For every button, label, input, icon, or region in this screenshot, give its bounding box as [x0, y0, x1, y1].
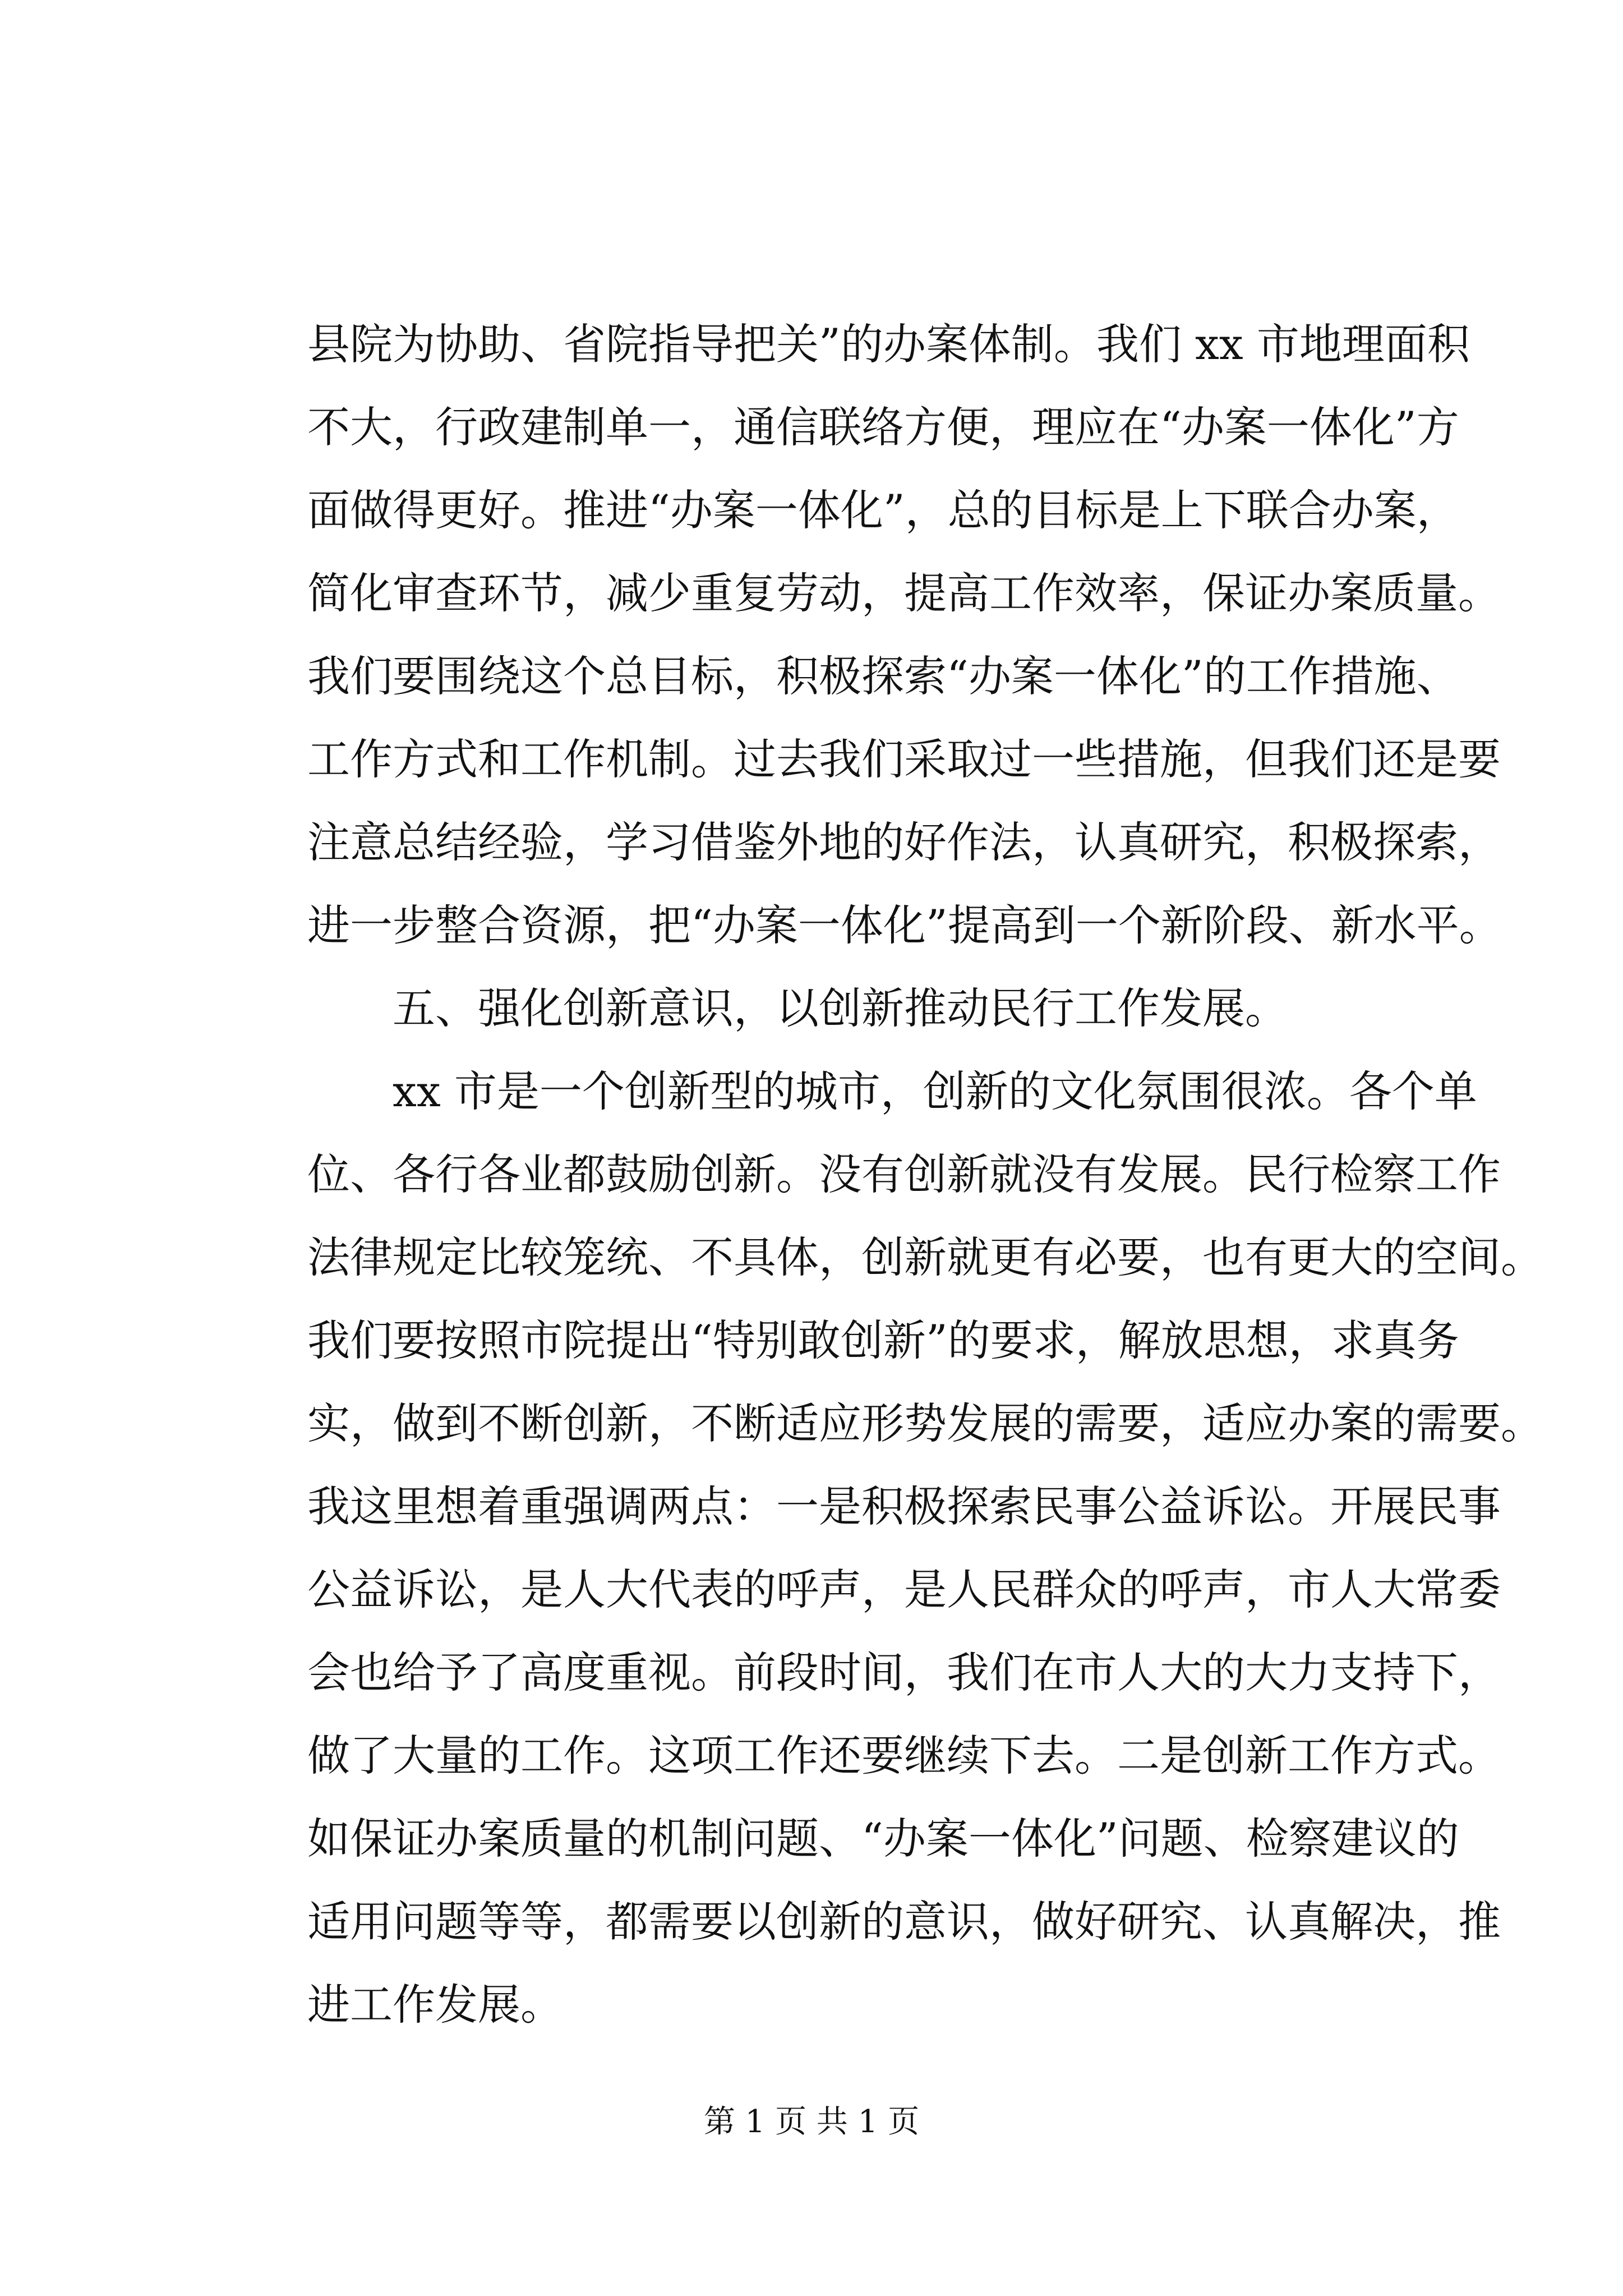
text-line: 如保证办案质量的机制问题、“办案一体化”问题、检察建议的: [307, 1814, 1459, 1864]
text-line: 实，做到不断创新，不断适应形势发展的需要，适应办案的需要。: [307, 1398, 1543, 1448]
text-line: 法律规定比较笼统、不具体，创新就更有必要，也有更大的空间。: [307, 1232, 1543, 1282]
text-line: 我们要围绕这个总目标，积极探索“办案一体化”的工作措施、: [307, 651, 1459, 701]
page-number-footer: 第 1 页 共 1 页: [703, 2104, 920, 2140]
text-line: 我们要按照市院提出“特别敢创新”的要求，解放思想，求真务: [307, 1315, 1459, 1365]
text-line: 公益诉讼，是人大代表的呼声，是人民群众的呼声，市人大常委: [307, 1565, 1501, 1614]
text-line: xx 市是一个创新型的城市，创新的文化氛围很浓。各个单: [393, 1066, 1477, 1116]
text-line: 不大，行政建制单一，通信联络方便，理应在“办案一体化”方: [307, 402, 1459, 452]
text-line: 适用问题等等，都需要以创新的意识，做好研究、认真解决，推: [307, 1897, 1501, 1947]
section-heading: 五、强化创新意识，以创新推动民行工作发展。: [393, 983, 1288, 1033]
text-line: 县院为协助、省院指导把关”的办案体制。我们 xx 市地理面积: [307, 319, 1470, 369]
text-line: 做了大量的工作。这项工作还要继续下去。二是创新工作方式。: [307, 1731, 1501, 1780]
text-line: 位、各行各业都鼓励创新。没有创新就没有发展。民行检察工作: [307, 1149, 1501, 1199]
text-line: 进工作发展。: [307, 1980, 563, 2030]
text-line: 面做得更好。推进“办案一体化”，总的目标是上下联合办案，: [307, 485, 1459, 535]
text-line: 简化审查环节，减少重复劳动，提高工作效率，保证办案质量。: [307, 568, 1501, 618]
text-line: 注意总结经验，学习借鉴外地的好作法，认真研究，积极探索，: [307, 817, 1501, 867]
text-line: 进一步整合资源，把“办案一体化”提高到一个新阶段、新水平。: [307, 900, 1502, 950]
text-line: 我这里想着重强调两点：一是积极探索民事公益诉讼。开展民事: [307, 1481, 1501, 1531]
text-line: 工作方式和工作机制。过去我们采取过一些措施，但我们还是要: [307, 734, 1501, 784]
text-line: 会也给予了高度重视。前段时间，我们在市人大的大力支持下，: [307, 1648, 1501, 1697]
document-body: [307, 303, 1543, 2046]
